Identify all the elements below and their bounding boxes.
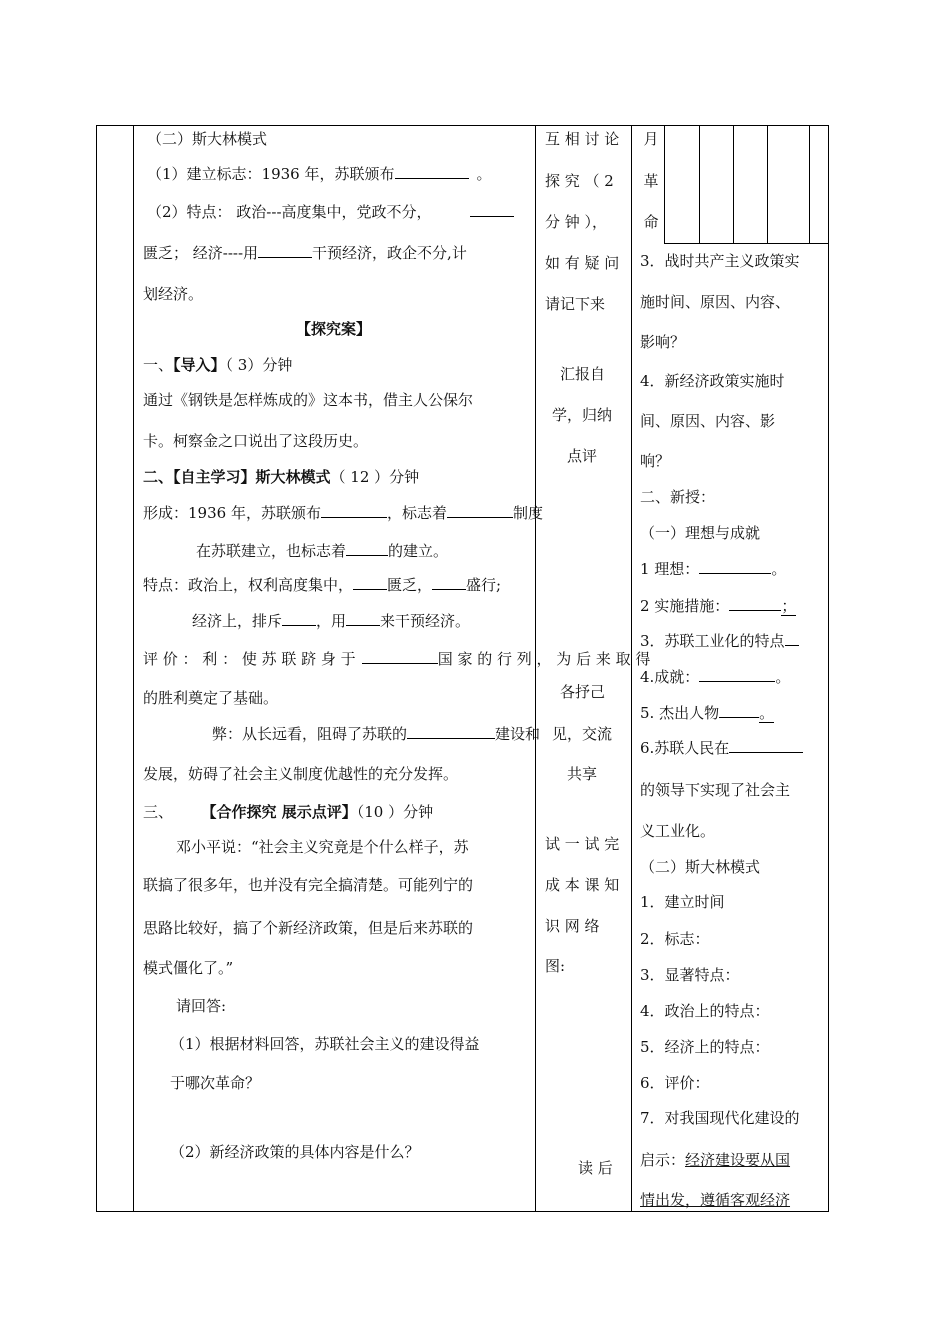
note-line: 3．苏联工业化的特点 [640,630,799,652]
note-line: （二）斯大林模式 [640,858,761,876]
activity-text: 见，交流 [552,725,613,743]
section-cooperation: 三、 【合作探究 展示点评】（10 ）分钟 [143,803,434,821]
quote-line-4: 模式僵化了。” [143,959,234,977]
note-line: 4．政治上的特点： [640,1002,770,1020]
grid-char: 革 [643,172,659,190]
note-line: 5. 杰出人物 。 [640,704,775,722]
section-self-study: 二、【自主学习】斯大林模式（ 12 ）分钟 [143,468,420,486]
activity-text: 点评 [567,447,598,465]
activity-text: 互 相 讨 论 [545,130,620,148]
note-line: 的领导下实现了社会主 [640,781,791,799]
activity-text: 图: [545,957,566,975]
formation-line: 形成：1936 年，苏联颁布 ，标志着 制度 [143,504,543,522]
section-title: （二）斯大林模式 [147,130,268,148]
answer-prompt: 请回答: [176,997,227,1015]
note-line: 6．评价： [640,1074,710,1092]
note-line: 3．战时共产主义政策实 [640,252,800,270]
note-line: 义工业化。 [640,822,716,840]
activity-text: 试 一 试 完 [545,835,620,853]
quote-line-3: 思路比较好，搞了个新经济政策，但是后来苏联的 [143,919,474,937]
features-line: （2）特点： 政治---高度集中，党政不分， [147,201,514,223]
note-line: 间、原因、内容、影 [640,412,776,430]
import-text-2: 卡。柯察金之口说出了这段历史。 [143,432,369,450]
quote-line-2: 联搞了很多年，也并没有完全搞清楚。可能列宁的 [143,876,474,894]
drawback-line: 弊：从长远看，阻碍了苏联的 建设和 [212,725,541,743]
note-line: 响？ [640,452,671,470]
activity-text: 请记下来 [545,295,606,313]
note-line: 3．显著特点： [640,966,740,984]
note-line: 4.成就： 。 [640,668,791,686]
activity-text: 探 究 （ 2 [545,172,614,190]
plan-economy-line: 划经济。 [143,285,204,303]
section-import: 一、【导入】（ 3）分钟 [143,356,293,374]
feature-politics-line: 特点：政治上，权利高度集中， 匮乏， 盛行; [143,576,502,594]
note-line: 2．标志： [640,930,710,948]
activity-text: 学，归纳 [552,406,613,424]
question-2: （2）新经济政策的具体内容是什么？ [170,1143,420,1161]
note-line: 施时间、原因、内容、 [640,293,791,311]
activity-text: 汇报自 [560,365,606,383]
activity-text: 分 钟 ）， [545,213,608,231]
note-line: 5．经济上的特点： [640,1038,770,1056]
activity-text: 各抒己 [560,683,606,701]
feature-economy-line: 经济上，排斥 ，用 来干预经济。 [192,612,471,630]
activity-text: 识 网 络 [545,917,600,935]
note-line: 7．对我国现代化建设的 [640,1109,800,1127]
evaluation-line-2: 的胜利奠定了基础。 [143,689,279,707]
import-text-1: 通过《钢铁是怎样炼成的》这本书，借主人公保尔 [143,391,474,409]
economy-line: 匮乏； 经济----用 干预经济，政企不分,计 [143,244,467,262]
note-line: （一）理想与成就 [640,524,761,542]
note-line: 影响？ [640,333,686,351]
grid-char: 月 [643,130,659,148]
note-line: 1 理想： 。 [640,560,787,578]
drawback-line-2: 发展，妨碍了社会主义制度优越性的充分发挥。 [143,765,459,783]
activity-text: 成 本 课 知 [545,876,620,894]
note-line: 1．建立时间 [640,893,725,911]
quote-line-1: 邓小平说：“社会主义究竟是个什么样子，苏 [176,838,469,856]
note-line: 4．新经济政策实施时 [640,372,785,390]
grid-char: 命 [643,213,659,231]
question-1: （1）根据材料回答，苏联社会主义的建设得益 [170,1035,480,1053]
establishment-line: （1）建立标志：1936 年，苏联颁布 。 [147,165,492,183]
formation-line-2: 在苏联建立，也标志着 的建立。 [196,542,449,560]
note-line: 启示：经济建设要从国 [640,1151,791,1169]
table-divider-1 [133,125,134,1212]
question-1-cont: 于哪次革命？ [170,1074,261,1092]
activity-text: 共享 [567,765,598,783]
note-line: 二、新授： [640,488,716,506]
activity-text: 读 后 [578,1159,613,1177]
note-line: 6.苏联人民在 [640,737,803,759]
note-line: 情出发，遵循客观经济 [640,1191,791,1209]
evaluation-line: 评 价 ： 利 ： 使 苏 联 跻 身 于 国 家 的 行 列 ， 为 后 来 取 得 [143,650,651,668]
activity-text: 如 有 疑 问 [545,254,620,272]
note-line: 2 实施措施： ； [640,597,797,615]
inquiry-heading: 【探究案】 [296,320,372,338]
